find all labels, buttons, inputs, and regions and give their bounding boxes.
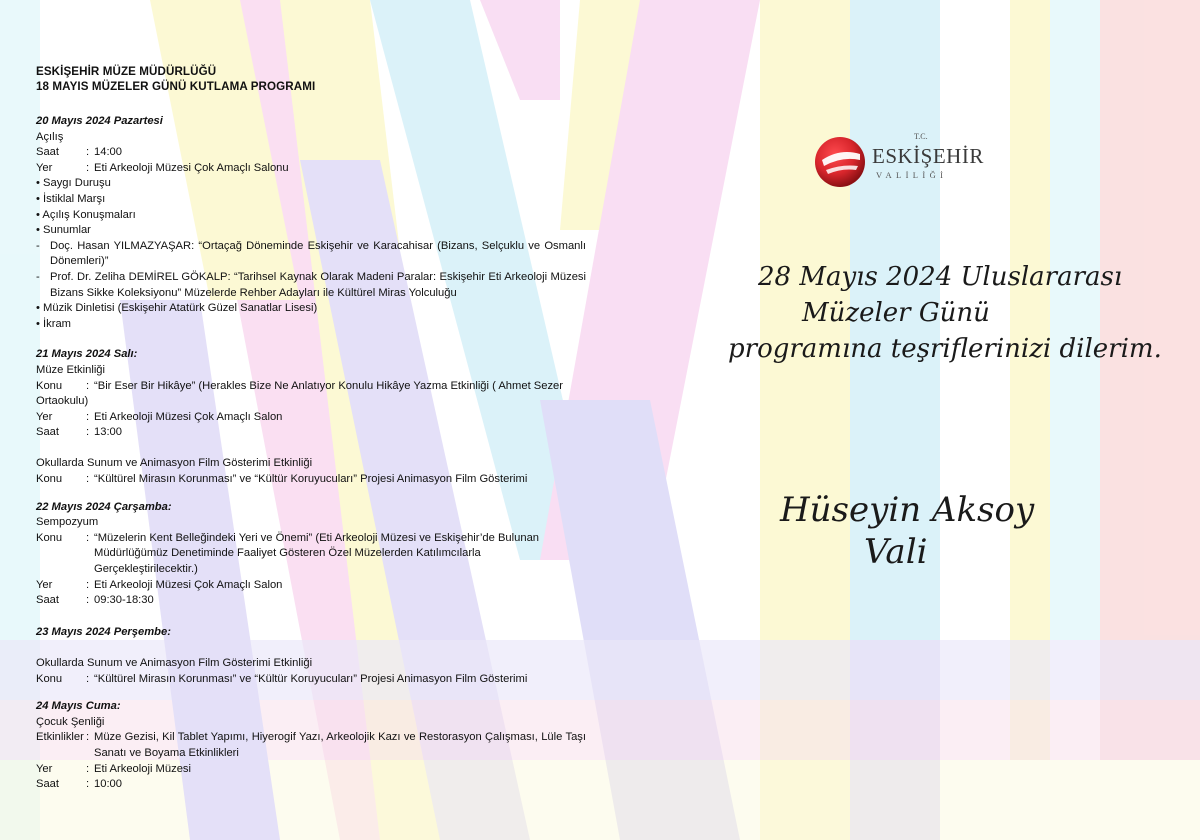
colon: : bbox=[86, 161, 90, 174]
day2-event2: Okullarda Sunum ve Animasyon Film Gösterimi Etkinliği bbox=[36, 457, 313, 470]
day5-title: 24 Mayıs Cuma: bbox=[36, 700, 121, 713]
day1-yer-row bbox=[36, 161, 586, 177]
day5-saat-row bbox=[36, 777, 586, 793]
list-item: • İstiklal Marşı bbox=[36, 192, 106, 205]
day1-yer: Eti Arkeoloji Müzesi Çok Amaçlı Salonu bbox=[94, 161, 289, 174]
invitation-line-2: Müzeler Günü bbox=[802, 298, 990, 328]
logo-emblem-icon bbox=[812, 134, 868, 190]
day3-event: Sempozyum bbox=[36, 516, 99, 529]
governor-name: Hüseyin Aksoy bbox=[780, 490, 1035, 530]
day3-saat: 09:30-18:30 bbox=[94, 594, 154, 607]
day2-konu-row bbox=[36, 379, 586, 395]
day4-event: Okullarda Sunum ve Animasyon Film Gösterimi Etkinliği bbox=[36, 657, 313, 669]
day3-yer: Eti Arkeoloji Müzesi Çok Amaçlı Salon bbox=[94, 578, 283, 591]
logo-name: ESKİŞEHİR bbox=[872, 144, 984, 168]
colon: : bbox=[86, 426, 90, 439]
day5-etk-row bbox=[36, 730, 586, 761]
colon: : bbox=[86, 672, 90, 685]
konu-label: Konu bbox=[36, 531, 63, 544]
program-column bbox=[36, 64, 586, 793]
day2-event: Müze Etkinliği bbox=[36, 363, 106, 376]
day5-yer-row bbox=[36, 762, 586, 778]
day3-saat-row bbox=[36, 593, 586, 609]
list-item: • İkram bbox=[36, 317, 71, 330]
day2-title: 21 Mayıs 2024 Salı: bbox=[36, 348, 138, 361]
day2-konu-cont: Ortaokulu) bbox=[36, 395, 89, 408]
colon: : bbox=[86, 778, 90, 791]
invitation-line-1: 28 Mayıs 2024 Uluslararası bbox=[758, 262, 1123, 292]
yer-label: Yer bbox=[36, 410, 53, 423]
day3-title: 22 Mayıs 2024 Çarşamba: bbox=[36, 500, 172, 513]
saat-label: Saat bbox=[36, 594, 60, 607]
konu-label: Konu bbox=[36, 672, 63, 685]
governor-title: Vali bbox=[864, 532, 928, 572]
org-title: ESKİŞEHİR MÜZE MÜDÜRLÜĞÜ bbox=[36, 65, 217, 78]
konu-label: Konu bbox=[36, 379, 63, 392]
list-item: • Açılış Konuşmaları bbox=[36, 208, 136, 221]
talk-item bbox=[36, 270, 586, 301]
day1-saat: 14:00 bbox=[94, 146, 122, 159]
saat-label: Saat bbox=[36, 778, 60, 791]
day4-konu: “Kültürel Mirasın Korunması” ve “Kültür Koruyucuları” Projesi Animasyon Film Gösterimi bbox=[94, 672, 528, 685]
day5-yer: Eti Arkeoloji Müzesi bbox=[94, 762, 191, 775]
day1-event: Açılış bbox=[36, 130, 64, 143]
etkinlikler-label: Etkinlikler bbox=[36, 731, 84, 744]
eskisehir-valiligi-logo bbox=[812, 132, 984, 192]
list-item: • Müzik Dinletisi (Eskişehir Atatürk Güzel Sanatlar Lisesi) bbox=[36, 302, 318, 315]
logo-tc: T.C. bbox=[914, 132, 928, 141]
day1-saat-row bbox=[36, 145, 586, 161]
day3-konu: “Müzelerin Kent Belleğindeki Yeri ve Önemi” (Eti Arkeoloji Müzesi ve Eskişehir’de Bulunan Müdürlüğümüz Denetiminde Faaliyet Gösteren Özel Müzelerden Katılımcılarla Gerçekleştirilecektir.) bbox=[94, 531, 540, 576]
day1-title: 20 Mayıs 2024 Pazartesi bbox=[36, 115, 163, 127]
day2-saat: 13:00 bbox=[94, 426, 122, 439]
yer-label: Yer bbox=[36, 578, 53, 591]
colon: : bbox=[86, 146, 90, 159]
day5-event: Çocuk Şenliği bbox=[36, 715, 105, 728]
colon: : bbox=[86, 731, 90, 744]
dash-marker: - bbox=[36, 239, 40, 252]
talk-text: Doç. Hasan YILMAZYAŞAR: “Ortaçağ Döneminde Eskişehir ve Karacahisar (Bizans, Selçuklu ve Osmanlı Dönemleri)” bbox=[50, 239, 586, 268]
colon: : bbox=[86, 762, 90, 775]
colon: : bbox=[86, 473, 90, 486]
day2-saat-row bbox=[36, 425, 586, 441]
yer-label: Yer bbox=[36, 161, 53, 174]
list-item: • Sunumlar bbox=[36, 224, 91, 237]
colon: : bbox=[86, 531, 90, 544]
day2-konu2: “Kültürel Mirasın Korunması” ve “Kültür Koruyucuları” Projesi Animasyon Film Gösterimi bbox=[94, 473, 528, 486]
invitation-line-3: programına teşriflerinizi dilerim. bbox=[728, 334, 1162, 364]
colon: : bbox=[86, 578, 90, 591]
day3-konu-row bbox=[36, 531, 586, 578]
day5-etk: Müze Gezisi, Kil Tablet Yapımı, Hiyerogif Yazı, Arkeolojik Kazı ve Restorasyon Çalışması, Lüle Taşı Sanatı ve Boyama Etkinlikleri bbox=[94, 731, 586, 759]
day2-konu2-row bbox=[36, 472, 586, 488]
day3-yer-row bbox=[36, 578, 586, 594]
talk-item bbox=[36, 239, 586, 270]
list-item: • Saygı Duruşu bbox=[36, 177, 111, 190]
logo-sub: VALİLİĞİ bbox=[876, 170, 948, 180]
yer-label: Yer bbox=[36, 762, 53, 775]
day4-konu-row bbox=[36, 672, 586, 688]
day2-yer: Eti Arkeoloji Müzesi Çok Amaçlı Salon bbox=[94, 410, 283, 423]
dash-marker: - bbox=[36, 270, 40, 283]
colon: : bbox=[86, 410, 90, 423]
colon: : bbox=[86, 594, 90, 607]
day4-title: 23 Mayıs 2024 Perşembe: bbox=[36, 625, 171, 638]
saat-label: Saat bbox=[36, 426, 60, 439]
talk-text: Prof. Dr. Zeliha DEMİREL GÖKALP: “Tarihsel Kaynak Olarak Madeni Paralar: Eskişehir Eti Arkeoloji Müzesi Bizans Sikke Koleksiyonu” Müzelerde Rehber Adayları ile Kültürel Miras Yolculuğu bbox=[50, 270, 586, 299]
day5-saat: 10:00 bbox=[94, 778, 122, 791]
day2-konu: “Bir Eser Bir Hikâye” (Herakles Bize Ne Anlatıyor Konulu Hikâye Yazma Etkinliği ( Ahmet Sezer bbox=[94, 379, 564, 392]
day2-yer-row bbox=[36, 410, 586, 426]
konu-label: Konu bbox=[36, 473, 63, 486]
program-title: 18 MAYIS MÜZELER GÜNÜ KUTLAMA PROGRAMI bbox=[36, 80, 316, 93]
colon: : bbox=[86, 379, 90, 392]
saat-label: Saat bbox=[36, 146, 60, 159]
